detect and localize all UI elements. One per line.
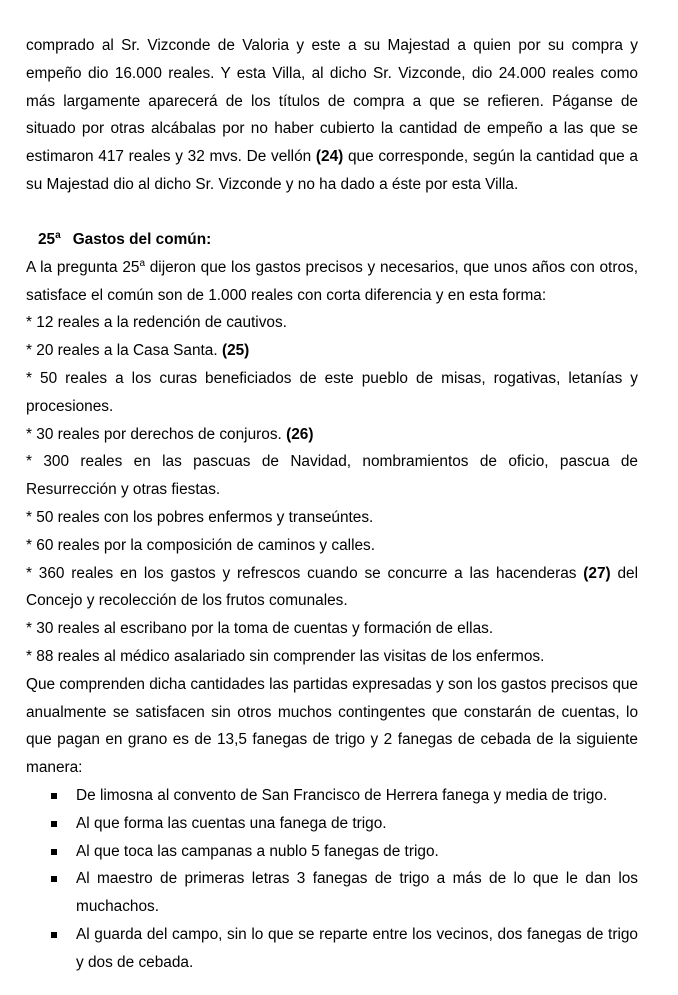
grain-item — [26, 782, 638, 810]
square-bullet-icon — [51, 821, 57, 827]
section-heading — [38, 226, 638, 254]
expense-text: * 300 reales en las pascuas de Navidad, nombramientos de oficio, pascua de Resurrección y otras fiestas. — [26, 453, 638, 499]
expense-text: * 88 reales al médico asalariado sin comprender las visitas de los enfermos. — [26, 647, 545, 665]
footnote-ref-24: (24) — [315, 148, 344, 166]
footnote-ref-27: (27) — [583, 564, 611, 582]
intro-text-a: comprado al Sr. Vizconde de Valoria y este a su Majestad a quien por su compra y empeño dio 16.000 reales. Y esta Villa, al dicho Sr. Vizconde, dio 24.000 reales como más largamente aparecerá de los títulos de compra a que se refieren. Páganse de situado por otras alcábalas por no haber cubierto la cantidad de empeño a las que se estimaron 417 reales y 32 mvs. De vellón — [26, 37, 638, 166]
grain-list — [26, 782, 638, 977]
expense-text: * 30 reales por derechos de conjuros. — [26, 425, 287, 443]
expense-item — [26, 532, 638, 560]
question-ordinal: a — [139, 257, 145, 269]
expense-list — [26, 309, 638, 670]
grain-text: Al que forma las cuentas una fanega de trigo. — [76, 814, 387, 832]
footnote-ref-26: (26) — [286, 425, 314, 443]
question-paragraph — [26, 254, 638, 310]
question-text-b: dijeron que los gastos precisos y necesarios, que unos años con otros, satisface el común son de 1.000 reales con corta diferencia y en esta forma: — [26, 258, 638, 304]
grain-item — [26, 838, 638, 866]
expense-text: * 50 reales a los curas beneficiados de este pueblo de misas, rogativas, letanías y procesiones. — [26, 369, 638, 415]
document-page — [26, 32, 638, 977]
expense-item — [26, 615, 638, 643]
square-bullet-icon — [51, 932, 57, 938]
square-bullet-icon — [51, 793, 57, 799]
square-bullet-icon — [51, 876, 57, 882]
expense-text: * 360 reales en los gastos y refrescos cuando se concurre a las hacenderas — [26, 564, 584, 582]
expense-item — [26, 504, 638, 532]
intro-text-b: que corresponde, según la cantidad que a su Majestad dio al dicho Sr. Vizconde y no ha dado a éste por esta Villa. — [26, 148, 638, 193]
expense-item — [26, 560, 638, 616]
grain-item — [26, 810, 638, 838]
expense-text: * 12 reales a la redención de cautivos. — [26, 314, 287, 332]
footnote-ref-25: (25) — [221, 342, 250, 360]
expense-text: * 30 reales al escribano por la toma de cuentas y formación de ellas. — [26, 620, 494, 638]
grain-text: De limosna al convento de San Francisco de Herrera fanega y media de trigo. — [76, 786, 608, 804]
intro-paragraph — [26, 32, 638, 199]
grain-item — [26, 865, 638, 921]
section-number: 25 — [38, 230, 56, 248]
expense-text: del Concejo y recolección de los frutos comunales. — [26, 564, 638, 610]
expense-text: * 60 reales por la composición de caminos y calles. — [26, 536, 376, 554]
grain-text: Al maestro de primeras letras 3 fanegas de trigo a más de lo que le dan los muchachos. — [76, 870, 638, 916]
grain-item — [26, 921, 638, 977]
question-text-a: A la pregunta 25 — [26, 258, 140, 276]
expense-item — [26, 365, 638, 421]
expense-item — [26, 309, 638, 337]
summary-paragraph: Que comprenden dicha cantidades las partidas expresadas y son los gastos precisos que anualmente se satisfacen sin otros muchos contingentes que constarán de cuentas, lo que pagan en grano es de 13,5 fanegas de trigo y 2 fanegas de cebada de la siguiente manera: — [26, 675, 638, 777]
spacer — [26, 199, 638, 226]
expense-item — [26, 448, 638, 504]
section-number-ordinal: a — [55, 229, 61, 241]
expense-text: * 20 reales a la Casa Santa. — [26, 342, 222, 360]
expense-text: * 50 reales con los pobres enfermos y transeúntes. — [26, 508, 374, 526]
grain-text: Al guarda del campo, sin lo que se reparte entre los vecinos, dos fanegas de trigo y dos de cebada. — [76, 925, 638, 971]
expense-item — [26, 337, 638, 365]
square-bullet-icon — [51, 849, 57, 855]
expense-item — [26, 643, 638, 671]
section-title: Gastos del común: — [72, 230, 212, 248]
grain-text: Al que toca las campanas a nublo 5 fanegas de trigo. — [76, 842, 439, 860]
expense-item — [26, 421, 638, 449]
